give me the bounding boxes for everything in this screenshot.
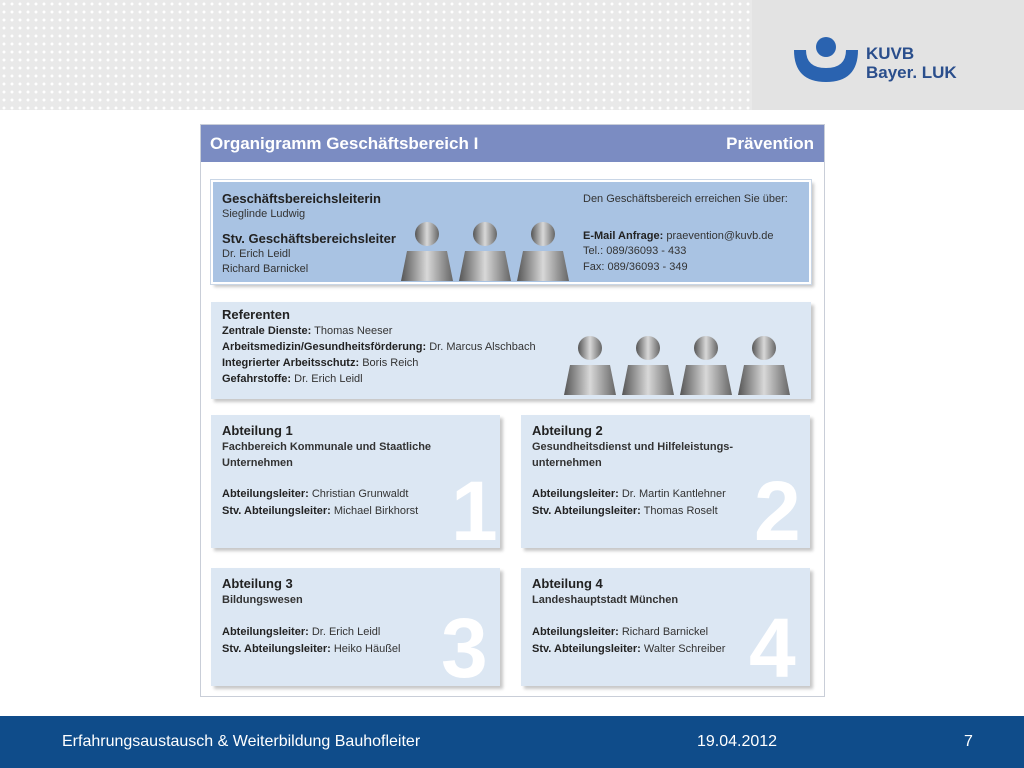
department-card-2 xyxy=(521,415,810,558)
logo-line-2: Bayer. LUK xyxy=(866,63,957,82)
person-icon xyxy=(401,221,453,281)
footer-page-number: 7 xyxy=(964,733,973,750)
department-number: 2 xyxy=(754,464,801,558)
department-subtitle: Bildungswesen xyxy=(222,594,303,606)
kuvb-logo-icon xyxy=(794,36,858,84)
footer-date: 19.04.2012 xyxy=(697,733,778,750)
person-icon xyxy=(680,335,732,395)
chart-header xyxy=(201,125,824,162)
department-subtitle-2: Unternehmen xyxy=(222,457,293,469)
department-deputy: Stv. Abteilungsleiter: Michael Birkhorst xyxy=(222,505,419,517)
referenten-heading: Referenten xyxy=(222,307,290,322)
contact-email xyxy=(583,230,774,242)
footer-title: Erfahrungsaustausch & Weiterbildung Bauhofleiter xyxy=(62,733,421,750)
department-subtitle: Gesundheitsdienst und Hilfeleistungs- xyxy=(532,441,734,453)
contact-intro: Den Geschäftsbereich erreichen Sie über: xyxy=(583,193,788,205)
person-icon xyxy=(459,221,511,281)
department-card-3 xyxy=(211,568,500,695)
department-number: 3 xyxy=(441,601,488,695)
department-head: Abteilungsleiter: Dr. Martin Kantlehner xyxy=(532,488,726,500)
logo-line-1: KUVB xyxy=(866,44,915,63)
department-subtitle-2: unternehmen xyxy=(532,457,602,469)
email-value[interactable]: praevention@kuvb.de xyxy=(666,230,774,242)
department-title: Abteilung 2 xyxy=(532,423,603,438)
contact-tel: Tel.: 089/36093 - 433 xyxy=(583,245,687,257)
department-subtitle: Fachbereich Kommunale und Staatliche xyxy=(222,441,432,453)
referent-row: Integrierter Arbeitsschutz: Boris Reich xyxy=(222,357,419,369)
department-number: 1 xyxy=(451,464,498,558)
person-icon xyxy=(738,335,790,395)
leader-role-2: Stv. Geschäftsbereichsleiter xyxy=(222,231,396,246)
leader-name-1: Sieglinde Ludwig xyxy=(222,208,306,220)
person-icon xyxy=(622,335,674,395)
leader-role-1: Geschäftsbereichsleiterin xyxy=(222,191,381,206)
department-subtitle: Landeshauptstadt München xyxy=(532,594,679,606)
department-card-1 xyxy=(211,415,500,558)
contact-fax: Fax: 089/36093 - 349 xyxy=(583,261,688,273)
department-card-4 xyxy=(521,568,810,695)
org-chart xyxy=(200,124,825,697)
leader-name-3: Richard Barnickel xyxy=(222,263,309,275)
leadership-box xyxy=(211,180,811,284)
footer-bar xyxy=(0,716,1024,768)
leader-name-2: Dr. Erich Leidl xyxy=(222,248,291,260)
department-number: 4 xyxy=(749,601,796,695)
email-label: E-Mail Anfrage: xyxy=(583,230,664,242)
department-head: Abteilungsleiter: Richard Barnickel xyxy=(532,626,709,638)
person-icon xyxy=(517,221,569,281)
department-head: Abteilungsleiter: Dr. Erich Leidl xyxy=(222,626,381,638)
department-deputy: Stv. Abteilungsleiter: Walter Schreiber xyxy=(532,643,726,655)
department-title: Abteilung 1 xyxy=(222,423,293,438)
chart-subtitle: Prävention xyxy=(726,134,814,153)
department-deputy: Stv. Abteilungsleiter: Thomas Roselt xyxy=(532,505,718,517)
logo-text xyxy=(866,44,957,82)
department-head: Abteilungsleiter: Christian Grunwaldt xyxy=(222,488,409,500)
department-title: Abteilung 4 xyxy=(532,576,603,591)
person-icon xyxy=(564,335,616,395)
referent-row: Gefahrstoffe: Dr. Erich Leidl xyxy=(222,373,363,385)
chart-title: Organigramm Geschäftsbereich I xyxy=(210,134,479,153)
department-title: Abteilung 3 xyxy=(222,576,293,591)
department-deputy: Stv. Abteilungsleiter: Heiko Häußel xyxy=(222,643,401,655)
referent-row: Zentrale Dienste: Thomas Neeser xyxy=(222,325,393,337)
referent-row: Arbeitsmedizin/Gesundheitsförderung: Dr. Marcus Alschbach xyxy=(222,341,536,353)
referenten-box xyxy=(211,302,811,399)
